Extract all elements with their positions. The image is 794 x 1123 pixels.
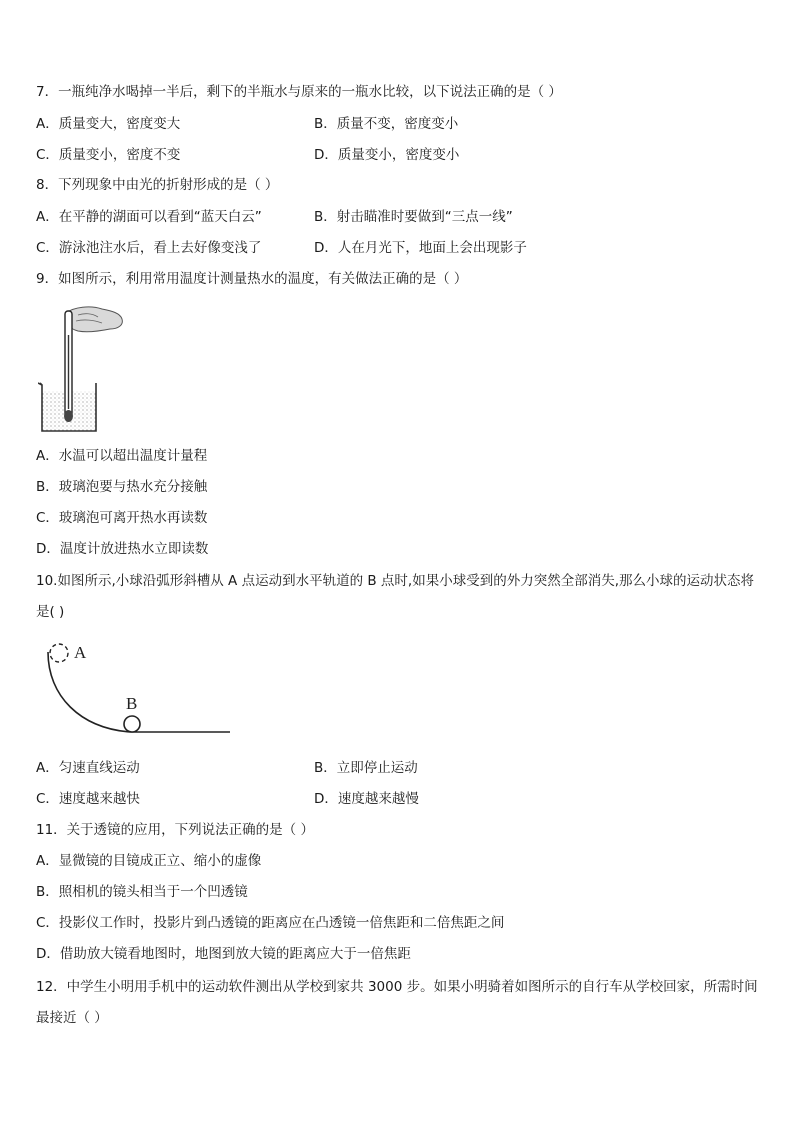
q11-option-c: C．投影仪工作时，投影片到凸透镜的距离应在凸透镜一倍焦距和二倍焦距之间	[36, 915, 505, 931]
q7-option-b: B．质量不变，密度变小	[314, 116, 459, 132]
ball-at-b-circle	[124, 716, 140, 732]
q9-option-b: B．玻璃泡要与热水充分接触	[36, 479, 208, 495]
q11-option-a: A．显微镜的目镜成正立、缩小的虚像	[36, 853, 262, 869]
q8-option-b: B．射击瞄准时要做到“三点一线”	[314, 209, 513, 225]
q12-stem: 12．中学生小明用手机中的运动软件测出从学校到家共 3000 步。如果小明骑着如图所示的自行车从学校回家，所需时间最接近（ ）	[36, 979, 758, 1026]
q9-option-d: D．温度计放进热水立即读数	[36, 541, 209, 557]
q10-option-c: C．速度越来越快	[36, 791, 140, 807]
q10-option-d: D．速度越来越慢	[314, 791, 419, 807]
q8-option-c: C．游泳池注水后，看上去好像变浅了	[36, 240, 262, 256]
q9-option-c: C．玻璃泡可离开热水再读数	[36, 510, 208, 526]
q9-option-a: A．水温可以超出温度计量程	[36, 448, 208, 464]
q8-stem: 8．下列现象中由光的折射形成的是（ ）	[36, 177, 279, 193]
q7-option-a: A．质量变大，密度变大	[36, 116, 181, 132]
q11-option-b: B．照相机的镜头相当于一个凹透镜	[36, 884, 248, 900]
q7-option-d: D．质量变小，密度变小	[314, 147, 460, 163]
q8-option-d: D．人在月光下，地面上会出现影子	[314, 240, 527, 256]
q10-option-a: A．匀速直线运动	[36, 760, 140, 776]
q9-stem: 9．如图所示，利用常用温度计测量热水的温度，有关做法正确的是（ ）	[36, 271, 468, 287]
q10-option-b: B．立即停止运动	[314, 760, 418, 776]
q8-option-a: A．在平静的湖面可以看到“蓝天白云”	[36, 209, 262, 225]
thermometer-in-beaker-figure	[38, 305, 128, 435]
ball-at-a-dashed-circle	[50, 644, 68, 662]
point-a-label: A	[74, 643, 87, 662]
ball-on-curved-track-figure	[40, 636, 240, 742]
q7-stem: 7．一瓶纯净水喝掉一半后，剩下的半瓶水与原来的一瓶水比较，以下说法正确的是（ ）	[36, 84, 562, 100]
q7-option-c: C．质量变小，密度不变	[36, 147, 181, 163]
point-b-label: B	[126, 694, 138, 713]
q11-option-d: D．借助放大镜看地图时，地图到放大镜的距离应大于一倍焦距	[36, 946, 411, 962]
q10-stem: 10.如图所示,小球沿弧形斜槽从 A 点运动到水平轨道的 B 点时,如果小球受到的外力突然全部消失,那么小球的运动状态将是( )	[36, 573, 755, 620]
q11-stem: 11．关于透镜的应用，下列说法正确的是（ ）	[36, 822, 314, 838]
